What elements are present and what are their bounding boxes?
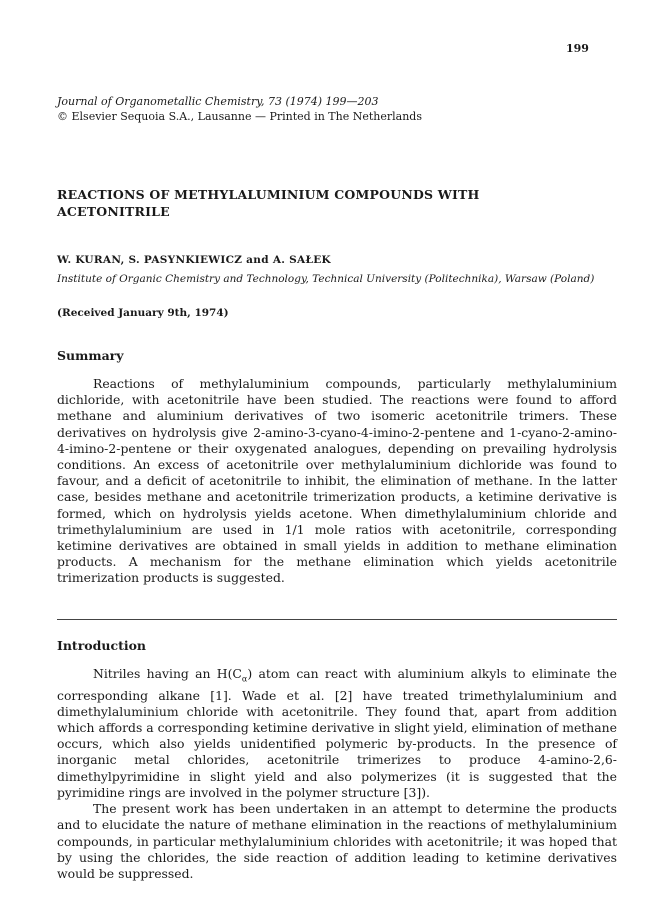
journal-header [57, 94, 617, 124]
intro-paragraph-1 [57, 666, 617, 801]
section-divider [57, 619, 617, 620]
summary-section [57, 376, 617, 587]
copyright-line: © Elsevier Sequoia S.A., Lausanne — Printed in The Netherlands [57, 110, 422, 123]
intro-p1-rest: ) atom can react with aluminium alkyls to eliminate the corresponding alkane [1]. Wade et al. [2] have treated trimethylaluminium and dimethylaluminium chloride with acetonitrile. They found that, apart from addition which affords a corresponding ketimine derivative in slight yield, elimination of methane occurs, which also yields unidentified polymeric by-products. In the presence of inorganic metal chlorides, acetonitrile trimerizes to produce 4-amino-2,6-dimethylpyrimidine in slight yield and also polymerizes (it is suggested that the pyrimidine rings are involved in the polymer structure [3]). [57, 666, 617, 800]
received-date: (Received January 9th, 1974) [57, 307, 229, 319]
alpha-subscript: α [241, 674, 248, 684]
article-title: REACTIONS OF METHYLALUMINIUM COMPOUNDS WITH ACETONITRILE [57, 187, 480, 219]
intro-paragraph-2: The present work has been undertaken in an attempt to determine the products and to elucidate the nature of methane elimination in the reactions of methylaluminium compounds, in particular methylaluminium chlorides with acetonitrile; it was hoped that by using the chlorides, the side reaction of addition leading to ketimine derivatives would be suppressed. [57, 801, 617, 881]
introduction-heading: Introduction [57, 638, 147, 653]
affiliation: Institute of Organic Chemistry and Technology, Technical University (Politechnika), Warsaw (Poland) [57, 273, 595, 285]
introduction-section [57, 666, 617, 882]
intro-p1-start: Nitriles having an H(C [93, 666, 242, 681]
summary-paragraph: Reactions of methylaluminium compounds, particularly methylaluminium dichloride, with acetonitrile have been studied. The reactions were found to afford methane and aluminium derivatives of two isomeric acetonitrile trimers. These derivatives on hydrolysis give 2-amino-3-cyano-4-imino-2-pentene and 1-cyano-2-amino-4-imino-2-pentene or their oxygenated analogues, depending on prevailing hydrolysis conditions. An excess of acetonitrile over methylaluminium dichloride was found to favour, and a deficit of acetonitrile to inhibit, the elimination of methane. In the latter case, besides methane and acetonitrile trimerization products, a ketimine derivative is formed, which on hydrolysis yields acetone. When dimethylaluminium chloride and trimethylaluminium are used in 1/1 mole ratios with acetonitrile, corresponding ketimine derivatives are obtained in small yields in addition to methane elimination products. A mechanism for the methane elimination which yields acetonitrile trimerization products is suggested. [57, 376, 617, 586]
page-number: 199 [566, 42, 589, 55]
journal-citation: Journal of Organometallic Chemistry, 73 (1974) 199—203 [57, 95, 379, 108]
authors: W. KURAN, S. PASYNKIEWICZ and A. SAŁEK [57, 254, 331, 266]
summary-heading: Summary [57, 348, 124, 363]
